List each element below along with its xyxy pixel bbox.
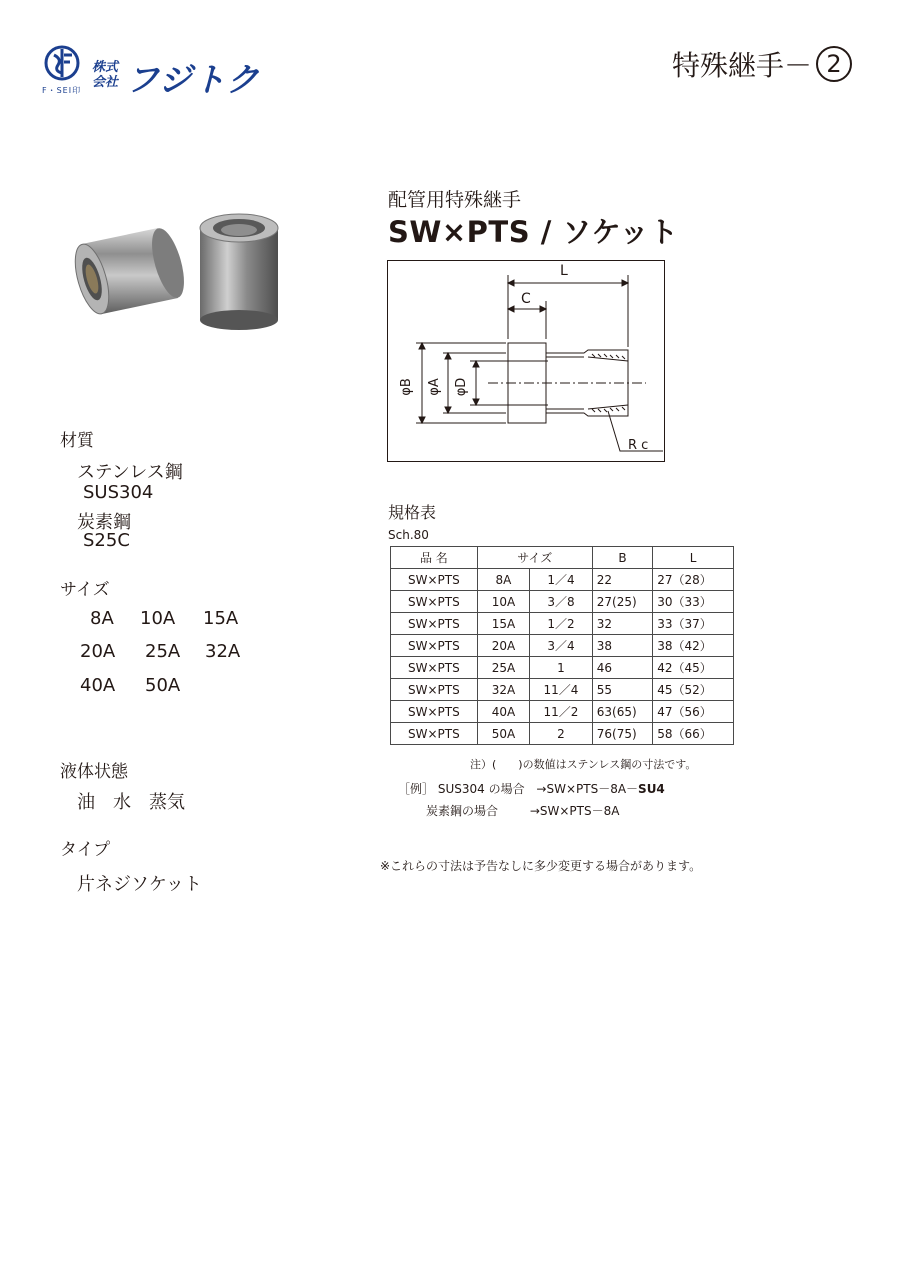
table-cell: 63(65) <box>592 701 653 723</box>
table-cell: 58（66） <box>653 723 734 745</box>
table-row <box>391 657 734 679</box>
table-cell: 3／8 <box>530 591 593 613</box>
table-cell: 40A <box>477 701 529 723</box>
example-1-code: →SW×PTS－8A－ <box>536 782 639 796</box>
socket-drawing <box>388 261 663 460</box>
size-label: サイズ <box>60 580 110 600</box>
table-cell: SW×PTS <box>391 701 478 723</box>
spec-table <box>390 546 734 745</box>
header-L: L <box>653 547 734 569</box>
table-cell: 32 <box>592 613 653 635</box>
table-cell: 42（45） <box>653 657 734 679</box>
fluid-label: 液体状態 <box>60 762 128 782</box>
table-row <box>391 635 734 657</box>
table-header-row <box>391 547 734 569</box>
logo-subtext: F・SEI印 <box>42 86 82 95</box>
table-cell: SW×PTS <box>391 635 478 657</box>
table-cell: 30（33） <box>653 591 734 613</box>
table-row <box>391 613 734 635</box>
example-2-code: →SW×PTS－8A <box>529 804 620 818</box>
dim-label-A: φA <box>427 378 442 396</box>
table-cell: 46 <box>592 657 653 679</box>
table-row <box>391 591 734 613</box>
page-number: 2 <box>816 46 852 82</box>
table-cell: 8A <box>477 569 529 591</box>
table-cell: 50A <box>477 723 529 745</box>
table-row <box>391 679 734 701</box>
table-cell: 76(75) <box>592 723 653 745</box>
company-prefix: 株式 会社 <box>92 60 119 90</box>
size-value: 50A <box>145 675 181 696</box>
company-name: フジトク <box>126 60 261 99</box>
table-row <box>391 723 734 745</box>
table-cell: SW×PTS <box>391 723 478 745</box>
table-cell: SW×PTS <box>391 613 478 635</box>
example-2-desc: 炭素鋼の場合 <box>426 804 499 818</box>
table-cell: 38（42） <box>653 635 734 657</box>
table-cell: 27（28） <box>653 569 734 591</box>
table-cell: 27(25) <box>592 591 653 613</box>
table-cell: 11／4 <box>530 679 593 701</box>
example-label: ［例］ <box>398 782 435 796</box>
dim-label-L: L <box>560 263 568 279</box>
type-label: タイプ <box>60 840 111 860</box>
table-cell: 1／2 <box>530 613 593 635</box>
socket-photo-1 <box>69 225 191 318</box>
table-cell: 25A <box>477 657 529 679</box>
size-value: 8A <box>90 608 114 629</box>
example-1-suffix: SU4 <box>638 782 665 796</box>
table-cell: 1／4 <box>530 569 593 591</box>
table-cell: 22 <box>592 569 653 591</box>
fluid-value: 油 水 蒸気 <box>77 792 185 813</box>
table-cell: 32A <box>477 679 529 701</box>
dim-label-D: φD <box>454 377 469 397</box>
example-line-1 <box>398 780 665 797</box>
size-value: 32A <box>205 641 241 662</box>
table-cell: SW×PTS <box>391 591 478 613</box>
schedule-label: Sch.80 <box>388 528 429 542</box>
product-subtitle: 配管用特殊継手 <box>388 189 522 211</box>
material-2: 炭素鋼 <box>77 512 131 533</box>
table-cell: SW×PTS <box>391 679 478 701</box>
fujitoku-emblem-icon <box>44 45 80 81</box>
material-label: 材質 <box>60 431 94 451</box>
table-cell: 11／2 <box>530 701 593 723</box>
dim-label-B: φB <box>399 378 414 396</box>
table-cell: 55 <box>592 679 653 701</box>
page-label-text: 特殊継手－ <box>671 49 812 82</box>
table-cell: SW×PTS <box>391 657 478 679</box>
socket-photo-2 <box>200 214 278 330</box>
size-value: 25A <box>145 641 181 662</box>
material-2-code: S25C <box>83 530 130 551</box>
material-1-code: SUS304 <box>83 482 154 503</box>
dim-label-Rc: R c <box>628 438 649 453</box>
table-cell: 1 <box>530 657 593 679</box>
disclaimer: ※これらの寸法は予告なしに多少変更する場合があります。 <box>380 859 702 873</box>
size-value: 40A <box>80 675 116 696</box>
table-cell: SW×PTS <box>391 569 478 591</box>
table-cell: 15A <box>477 613 529 635</box>
size-value: 10A <box>140 608 176 629</box>
table-cell: 45（52） <box>653 679 734 701</box>
table-cell: 20A <box>477 635 529 657</box>
table-cell: 38 <box>592 635 653 657</box>
dim-label-C: C <box>521 291 531 307</box>
table-cell: 2 <box>530 723 593 745</box>
table-cell: 3／4 <box>530 635 593 657</box>
size-value: 15A <box>203 608 239 629</box>
header-B: B <box>592 547 653 569</box>
spec-table-heading: 規格表 <box>388 503 437 522</box>
example-1-desc: SUS304 の場合 <box>437 782 525 796</box>
product-title: SW×PTS / ソケット <box>388 215 679 249</box>
page-label <box>672 44 852 84</box>
type-value: 片ネジソケット <box>77 874 202 895</box>
table-footnote: 注）( )の数値はステンレス鋼の寸法です。 <box>470 758 697 771</box>
table-cell: 47（56） <box>653 701 734 723</box>
example-line-2 <box>426 802 619 819</box>
table-row <box>391 569 734 591</box>
header-size: サイズ <box>477 547 592 569</box>
table-cell: 33（37） <box>653 613 734 635</box>
header-name: 品 名 <box>391 547 478 569</box>
table-row <box>391 701 734 723</box>
product-photo <box>60 200 290 340</box>
size-value: 20A <box>80 641 116 662</box>
table-cell: 10A <box>477 591 529 613</box>
dimension-diagram <box>387 260 665 462</box>
company-logo <box>40 40 280 100</box>
material-1: ステンレス鋼 <box>77 462 183 483</box>
